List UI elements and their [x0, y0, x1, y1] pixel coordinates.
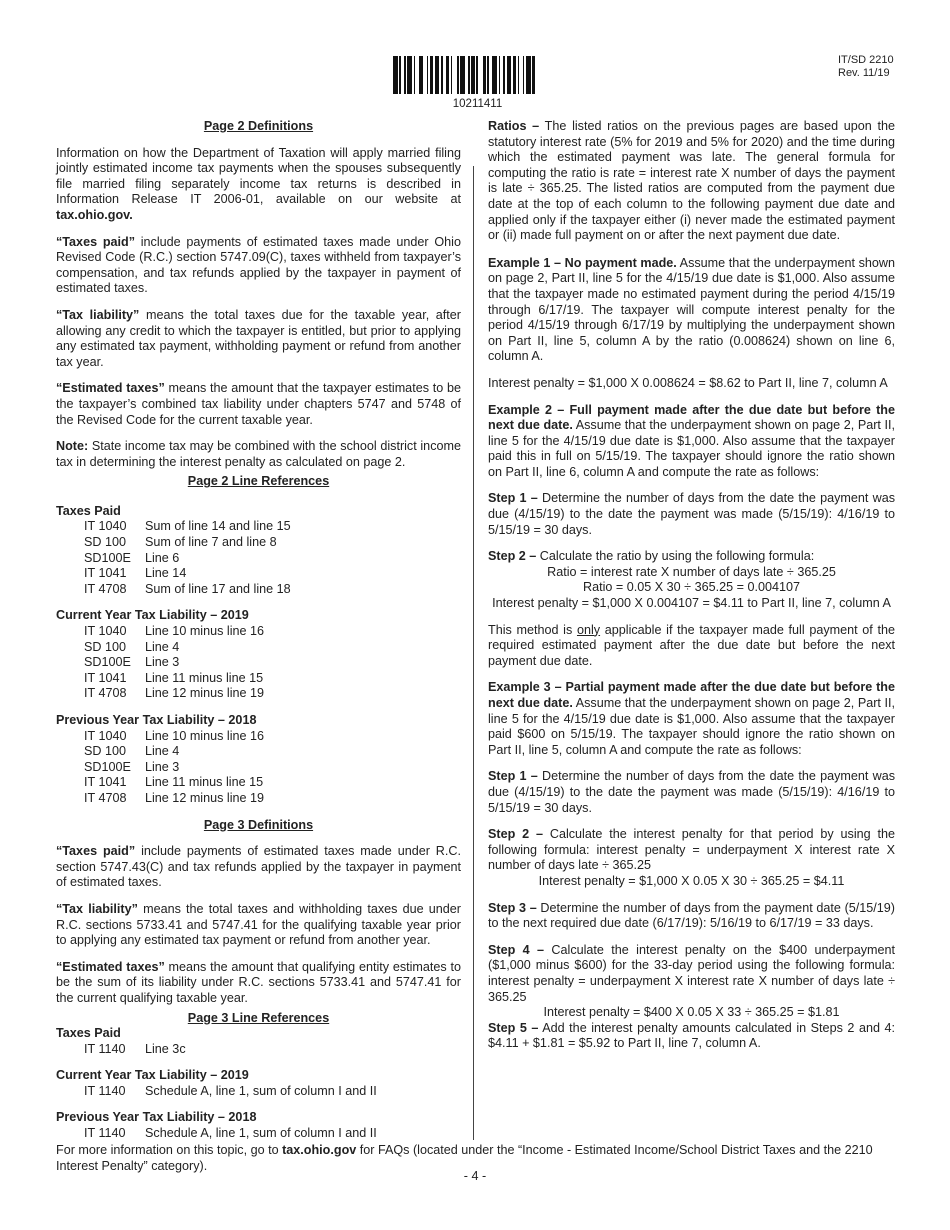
page-number: - 4 -	[463, 1169, 487, 1183]
group-title: Previous Year Tax Liability – 2018	[56, 1110, 257, 1125]
line-reference-group	[56, 1110, 461, 1141]
line-reference-group	[56, 504, 461, 598]
barcode-bar	[460, 56, 465, 94]
note-paragraph: Note: State income tax may be combined with the school district income tax in determining the interest penalty as calculated on page 2.	[56, 439, 461, 469]
column-divider	[473, 166, 474, 1140]
website-link[interactable]: tax.ohio.gov.	[56, 207, 133, 222]
line-reference-row	[56, 671, 461, 687]
form-id	[838, 54, 894, 80]
p3-tax-liability-definition: “Tax liability” means the total taxes and withholding taxes due under R.C. sections 5733.41 and 5747.41 for the qualifying taxable year prior to applying any estimated tax payment or refund from another year.	[56, 901, 461, 948]
page3-definitions-heading: Page 3 Definitions	[203, 817, 314, 832]
example2-step1: Step 1 – Determine the number of days from the date the payment was due (4/15/19) to the date the payment was made (5/15/19): 4/16/19 to 5/15/19 = 30 days.	[488, 491, 896, 537]
line-reference-row	[56, 551, 461, 567]
barcode-bar	[487, 56, 489, 94]
barcode-bar	[419, 56, 424, 94]
form-name: IT 1041	[84, 775, 127, 790]
line-reference-group	[56, 1026, 461, 1057]
footer-note: For more information on this topic, go to tax.ohio.gov for FAQs (located under the “Income - Estimated Income/School District Taxes and the 2210 Interest Penalty” category).	[56, 1143, 873, 1173]
group-title: Current Year Tax Liability – 2019	[56, 608, 249, 623]
line-reference: Schedule A, line 1, sum of column I and II	[145, 1126, 377, 1141]
form-name: SD100E	[84, 759, 131, 774]
line-reference-row	[56, 760, 461, 776]
barcode-bar	[435, 56, 440, 94]
example2-interest-penalty: Interest penalty = $1,000 X 0.004107 = $4.11 to Part II, line 7, column A	[492, 596, 891, 611]
barcode-bar	[393, 56, 398, 94]
line-reference: Line 4	[145, 744, 180, 759]
example3-step5: Step 5 – Add the interest penalty amounts calculated in Steps 2 and 4: $4.11 + $1.81 = $5.92 to Part II, line 7, column A.	[488, 1020, 896, 1051]
line-reference-row	[56, 775, 461, 791]
line-reference-row	[56, 791, 461, 807]
line-reference-row	[56, 624, 461, 640]
intro-paragraph: Information on how the Department of Taxation will apply married filing jointly estimated income tax payments when the spouses subsequently file married filing separately income tax returns is described in Information Release IT 2006-01, available on our website at tax.ohio.gov.	[56, 145, 461, 222]
left-column	[56, 119, 461, 1153]
line-reference-group	[56, 608, 461, 702]
line-reference: Line 10 minus line 16	[145, 624, 265, 639]
line-reference: Line 10 minus line 16	[145, 728, 265, 743]
line-reference: Schedule A, line 1, sum of column I and II	[145, 1083, 377, 1098]
example2-paragraph: Example 2 – Full payment made after the due date but before the next due date. Assume that the underpayment shown on page 2, Part II, line 5 for the 4/15/19 due date is $1,000. Also assume that the taxpayer paid this in full on 5/15/19. The taxpayer should ignore the ratio shown on Part II, line 6, column A and compute the rate as follows:	[488, 402, 895, 479]
form-name: SD 100	[84, 639, 127, 654]
line-reference-row	[56, 519, 461, 535]
barcode-bar	[532, 56, 535, 94]
form-name: IT 1040	[84, 624, 127, 639]
group-title: Previous Year Tax Liability – 2018	[56, 713, 257, 727]
form-name: IT 1041	[84, 566, 127, 581]
barcode-bar	[468, 56, 470, 94]
ratio-formula: Ratio = interest rate X number of days late ÷ 365.25	[547, 564, 836, 579]
line-reference-row	[56, 655, 461, 671]
line-reference: Line 3c	[145, 1041, 186, 1056]
barcode-bar	[471, 56, 474, 94]
example1-formula: Interest penalty = $1,000 X 0.008624 = $8.62 to Part II, line 7, column A	[488, 375, 888, 390]
line-reference-row	[56, 744, 461, 760]
barcode-bar	[404, 56, 406, 94]
example3-step1: Step 1 – Determine the number of days from the date the payment was due (4/15/19) to the date the payment was made (5/15/19): 4/16/19 to 5/15/19 = 30 days.	[488, 769, 896, 815]
line-reference: Line 3	[145, 655, 180, 670]
example1-paragraph: Example 1 – No payment made. Assume that the underpayment shown on page 2, Part II, line 5 for the 4/15/19 due date is $1,000. Also assume that the taxpayer made no estimated payment during the period 4/15/19 through 6/17/19. The taxpayer will compute interest penalty for the period 4/15/19 through 6/17/19 by multiplying the underpayment shown on Part II, line 5, column A by the ratio (0.008624) shown on line 6, column A.	[488, 255, 895, 364]
form-name: IT 4708	[84, 790, 127, 805]
example3-step3: Step 3 – Determine the number of days from the payment date (5/15/19) to the next required due date (6/17/19): 5/16/19 to 6/17/19 = 33 days.	[488, 900, 896, 931]
right-column	[488, 119, 895, 1052]
barcode-bar	[483, 56, 486, 94]
line-reference-group	[56, 713, 461, 807]
form-name: IT 1041	[84, 670, 127, 685]
tax-liability-definition: “Tax liability” means the total taxes due for the taxable year, after allowing any credit to which the taxpayer is entitled, but prior to applying any estimated tax payment, withholding payment or refund from another tax year.	[56, 307, 461, 369]
line-reference-group	[56, 1068, 461, 1099]
barcode-bar	[523, 56, 525, 94]
line-reference-row	[56, 566, 461, 582]
barcode-bar	[507, 56, 512, 94]
line-reference-row	[56, 1126, 461, 1142]
barcode-bar	[427, 56, 429, 94]
barcode-bar	[526, 56, 531, 94]
estimated-taxes-definition: “Estimated taxes” means the amount that the taxpayer estimates to be the taxpayer’s combined tax liability under chapters 5747 and 5748 of the Revised Code for the current taxable year.	[56, 381, 461, 427]
form-name: IT 1040	[84, 519, 127, 534]
line-reference-row	[56, 686, 461, 702]
form-name: IT 4708	[84, 686, 127, 701]
group-title: Current Year Tax Liability – 2019	[56, 1068, 249, 1083]
barcode-bar	[499, 56, 501, 94]
page2-definitions-heading: Page 2 Definitions	[203, 119, 314, 133]
barcode-bar	[430, 56, 433, 94]
form-name: SD100E	[84, 655, 131, 670]
barcode-number: 10211411	[452, 98, 503, 110]
line-reference-row	[56, 1084, 461, 1100]
form-number: IT/SD 2210	[838, 54, 894, 66]
barcode-bar	[518, 56, 520, 94]
line-reference: Sum of line 7 and line 8	[145, 535, 277, 550]
barcode-bar	[503, 56, 505, 94]
barcode-bar	[457, 56, 459, 94]
line-reference: Line 12 minus line 19	[145, 790, 265, 805]
line-reference-row	[56, 582, 461, 598]
form-name: IT 4708	[84, 581, 127, 596]
barcode-bar	[407, 56, 412, 94]
footer-website-link[interactable]: tax.ohio.gov	[282, 1143, 357, 1157]
form-name: IT 1140	[84, 1041, 126, 1056]
example3-step2: Step 2 – Calculate the interest penalty for that period by using the following formula: interest penalty = underpayment X interest rate X number of days late ÷ 365.25 Interest penalty = $1,000 X 0.05 X 30 ÷ 365.25 = $4.11	[488, 827, 895, 888]
line-reference: Line 11 minus line 15	[145, 670, 264, 685]
line-reference: Sum of line 17 and line 18	[145, 581, 291, 596]
barcode-bar	[513, 56, 516, 94]
barcode-bar	[414, 56, 416, 94]
barcode-bar	[446, 56, 449, 94]
group-title: Taxes Paid	[56, 503, 121, 518]
example3-step4-formula: Interest penalty = $400 X 0.05 X 33 ÷ 365.25 = $1.81	[543, 1005, 840, 1020]
line-reference-row	[56, 535, 461, 551]
example3-step4: Step 4 – Calculate the interest penalty on the $400 underpayment ($1,000 minus $600) for the 33-day period using the following formula: interest penalty = underpayment X interest rate X number of days late ÷ 365.25 Interest penalty = $400 X 0.05 X 33 ÷ 365.25 = $1.81	[488, 942, 895, 1020]
line-reference: Line 4	[145, 639, 180, 654]
form-name: IT 1040	[84, 728, 127, 743]
line-reference: Line 11 minus line 15	[145, 775, 264, 790]
line-reference: Line 6	[145, 550, 180, 565]
line-reference-row	[56, 640, 461, 656]
line-reference: Line 3	[145, 759, 180, 774]
p3-estimated-taxes-definition: “Estimated taxes” means the amount that qualifying entity estimates to be the sum of its liability under R.C. sections 5733.41 and 5747.41 for the current qualifying taxable year.	[56, 959, 461, 1005]
barcode-bar	[399, 56, 401, 94]
barcode-bar	[476, 56, 478, 94]
taxes-paid-definition: “Taxes paid” include payments of estimated taxes made under Ohio Revised Code (R.C.) section 5747.09(C), taxes withheld from taxpayer’s compensation, and tax refunds applied by the taxpayer in payment of estimated taxes.	[56, 234, 461, 296]
form-name: SD100E	[84, 550, 131, 565]
line-reference: Sum of line 14 and line 15	[145, 519, 291, 534]
form-revision: Rev. 11/19	[838, 67, 890, 79]
barcode	[393, 56, 562, 94]
ratios-paragraph: Ratios – The listed ratios on the previous pages are based upon the statutory interest rate (5% for 2019 and 5% for 2020) and the time during which the estimated payment was late. The general formula for computing the ratio is rate = interest rate X number of days the payment is late ÷ 365.25. The listed ratios are computed from the payment due date at the top of each column to the following payment due date and applied only if the taxpayer either (i) never made the estimated payment or (ii) made full payment on or after the next payment due date.	[488, 119, 895, 243]
page3-line-references	[56, 1026, 461, 1142]
example3-paragraph: Example 3 – Partial payment made after the due date but before the next due date. Assume that the underpayment shown on page 2, Part II, line 5 for the 4/15/19 due date is $1,000. Also assume that the taxpayer paid $600 on 5/15/19. The taxpayer should ignore the ratio shown on Part II, line 5, column A and compute the rate as follows:	[488, 680, 895, 757]
line-reference: Line 12 minus line 19	[145, 686, 265, 701]
form-name: IT 1140	[84, 1126, 126, 1141]
line-reference: Line 14	[145, 566, 187, 581]
form-name: SD 100	[84, 535, 127, 550]
ratio-calculation: Ratio = 0.05 X 30 ÷ 365.25 = 0.004107	[583, 580, 800, 595]
line-reference-row	[56, 1042, 461, 1058]
group-title: Taxes Paid	[56, 1026, 121, 1041]
method-note: This method is only applicable if the taxpayer made full payment of the required estimated payment after the due date but before the next payment due date.	[488, 622, 896, 668]
barcode-bar	[492, 56, 497, 94]
barcode-bar	[451, 56, 453, 94]
form-name: SD 100	[84, 744, 127, 759]
page3-line-references-heading: Page 3 Line References	[187, 1010, 330, 1025]
form-name: IT 1140	[84, 1083, 126, 1098]
page2-line-references-heading: Page 2 Line References	[187, 474, 330, 489]
barcode-bar	[441, 56, 443, 94]
example2-step2: Step 2 – Calculate the ratio by using the following formula: Ratio = interest rate X number of days late ÷ 365.25 Ratio = 0.05 X 30 ÷ 365.25 = 0.004107 Interest penalty = $1,000 X 0.004107 = $4.11 to Part II, line 7, column A	[488, 549, 895, 611]
p3-taxes-paid-definition: “Taxes paid” include payments of estimated taxes made under R.C. section 5747.43(C) and tax refunds applied by the taxpayer in payment of estimated taxes.	[56, 844, 461, 890]
page2-line-references	[56, 504, 461, 807]
line-reference-row	[56, 729, 461, 745]
example3-step2-formula: Interest penalty = $1,000 X 0.05 X 30 ÷ 365.25 = $4.11	[538, 873, 845, 888]
